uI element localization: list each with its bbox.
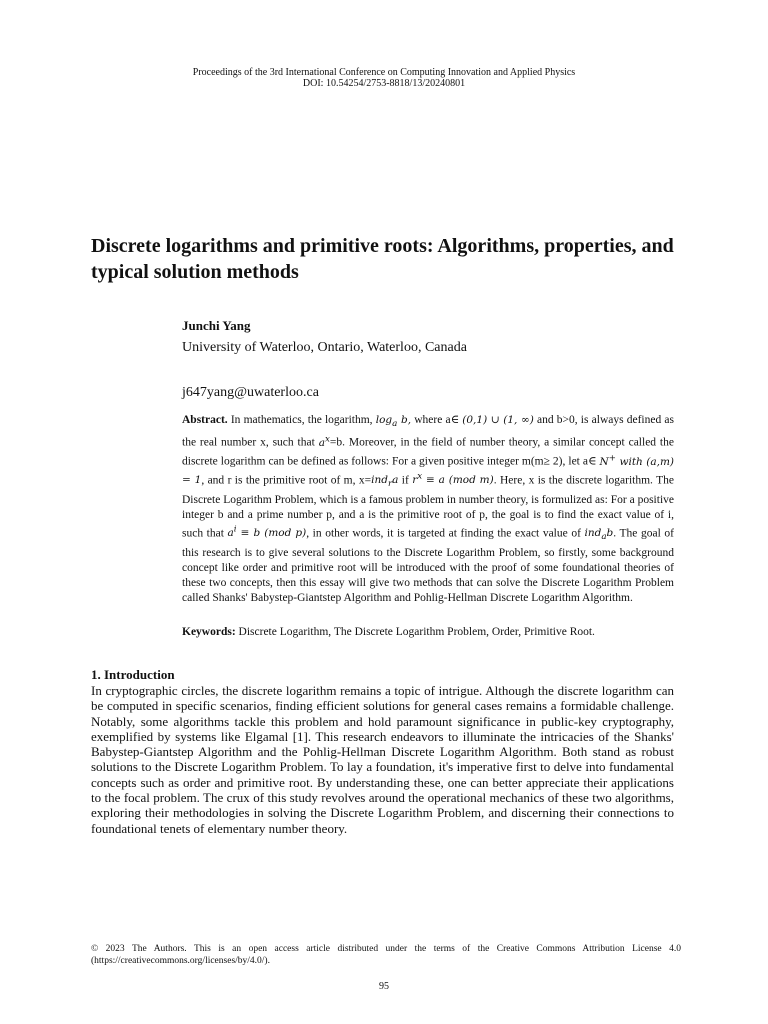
abstract-text: . Here, x is the discrete logarithm. The Discrete Logarithm Problem, which is a famous problem in number theory, is formulized as: For a positive integer b and a prime number p, and a is the primitive root of p, the goal is to find the exact value of i, such that [182,474,674,540]
license-footer: © 2023 The Authors. This is an open access article distributed under the terms of the Creative Commons Attribution License 4.0 (https://creativecommons.org/licenses/by/4.0/). [91,944,681,966]
math-log: $\log_a b$, [375,414,412,430]
abstract-text: and b>0, is always defined as the real number x, such that [182,414,674,449]
math-ind: ind$_a$b [584,527,614,543]
introduction-body: In cryptographic circles, the discrete logarithm remains a topic of intrigue. Although the discrete logarithm can be computed in specific scenarios, finding efficient solutions for general cases remains a formidable challenge. Notably, some algorithms tackle this problem and hold paramount significance in public-key cryptography, exemplified by systems like Elgamal [1]. This research endeavors to illuminate the intricacies of the Shanks' Babystep-Giantstep Algorithm and the Pohlig-Hellman Discrete Logarithm Algorithm. Both stand as robust solutions to the Discrete Logarithm Problem. To lay a foundation, it's imperative first to delve into fundamental concepts such as order and primitive root. By understanding these, one can better appreciate their applications to the focal problem. The crux of this study revolves around the operational mechanics of these two algorithms, exploring their methodologies in solving the Discrete Logarithm Problem, and discerning their connections to foundational tenets of elementary number theory. [91,683,674,836]
abstract [182,413,674,607]
abstract-text: =b. Moreover, in the field of number theory, a similar concept called the discrete logarithm can be defined as follows: For a given positive integer m(m≥ 2), let a∈ [182,436,674,468]
math-natural: N+ with (a,m) = 1 [182,453,674,487]
abstract-text: . The goal of this research is to give several solutions to the Discrete Logarithm Problem, so firstly, some background concept like order and primitive root will be introduced with the proof of some foundational theories of these two concepts, then this essay will give two methods that can solve the Discrete Logarithm Problem called Shanks' Babystep-Giantstep Algorithm and Pohlig-Hellman Discrete Logarithm Algorithm. [182,527,674,605]
keywords-text: Discrete Logarithm, The Discrete Logarithm Problem, Order, Primitive Root. [235,626,595,638]
author-name: Junchi Yang [182,318,251,333]
abstract-text: , and r is the primitive root of m, x= [201,474,372,487]
math-congruence: $a^i \equiv b$ (mod p) [227,524,307,540]
abstract-label: Abstract. [182,414,228,426]
author-email[interactable]: j647yang@uwaterloo.ca [182,385,319,400]
abstract-text: where a∈ [411,414,463,426]
math-power: $a^x$ [318,434,330,449]
abstract-text: In mathematics, the logarithm, [227,414,376,426]
doi-line: DOI: 10.54254/2753-8818/13/20240801 [302,78,466,89]
paper-title: Discrete logarithms and primitive roots: Algorithms, properties, and typical solution methods [91,235,674,283]
page-number: 95 [379,981,389,992]
math-ind: ind$_r$a [371,474,399,490]
math-interval: (0,1) ∪ (1, ∞) [462,414,534,426]
abstract-text: , in other words, it is targeted at finding the exact value of [306,527,585,540]
keywords [182,626,674,638]
math-congruence: $r^x \equiv a$ (mod m) [412,471,494,487]
proceedings-header: Proceedings of the 3rd International Conference on Computing Innovation and Applied Physics [192,67,576,78]
section-heading: 1. Introduction [91,667,175,682]
keywords-label: Keywords: [182,626,236,638]
author-affiliation: University of Waterloo, Ontario, Waterloo, Canada [182,340,467,355]
abstract-text: if [398,474,413,487]
